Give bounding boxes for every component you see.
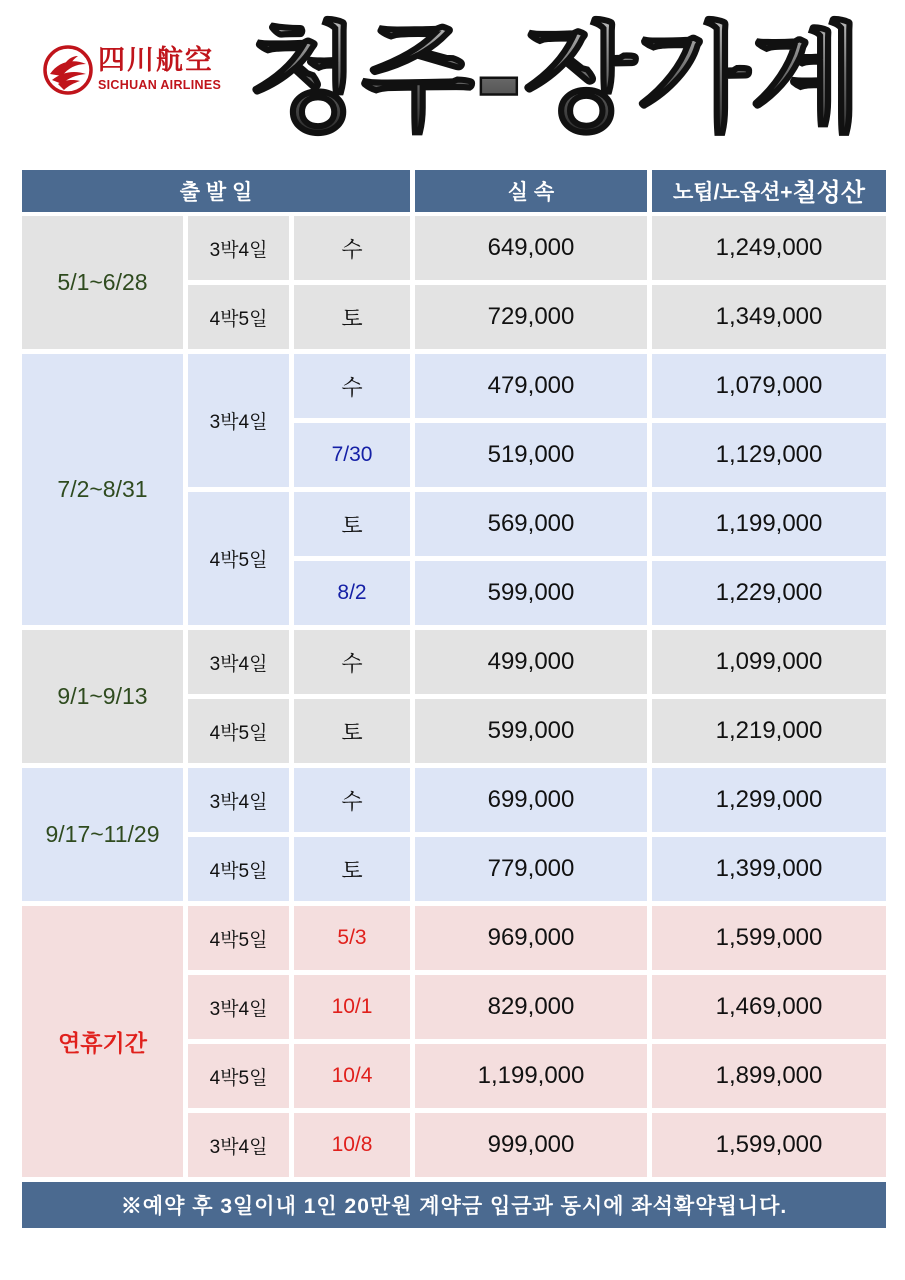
premium-cell [652,423,886,487]
header-departure [22,170,410,212]
premium-cell [652,1113,886,1177]
premium-cell [652,630,886,694]
price-cell [415,285,647,349]
duration-cell [188,906,289,970]
day-label: 토 [341,305,363,331]
price-table [22,170,886,1180]
duration-cell [188,1113,289,1177]
price-cell [415,216,647,280]
price-cell [415,423,647,487]
day-cell [294,354,410,418]
header-premium-prefix: 노팁/노옵션+ [673,181,793,204]
duration-cell [188,492,289,625]
premium-cell [652,216,886,280]
airline-name-english: SICHUAN AIRLINES [98,78,222,92]
period-label: 연휴기간 [58,1030,147,1056]
duration-cell [188,1044,289,1108]
duration-label: 4박5일 [209,1067,268,1089]
price-value: 569,000 [487,510,575,537]
duration-cell [188,837,289,901]
date-label: 8/2 [337,581,367,604]
day-cell [294,768,410,832]
airline-name-chinese: 四川航空 [98,45,214,76]
duration-cell [188,630,289,694]
day-label: 토 [341,857,363,883]
price-value: 599,000 [487,717,575,744]
price-value: 729,000 [487,303,575,330]
day-cell [294,975,410,1039]
header-premium [652,170,886,212]
price-cell [415,975,647,1039]
day-label: 토 [341,719,363,745]
duration-label: 3박4일 [209,412,268,433]
premium-cell [652,354,886,418]
price-cell [415,906,647,970]
day-cell [294,699,410,763]
premium-value: 1,249,000 [715,234,823,261]
duration-cell [188,354,289,487]
price-value: 519,000 [487,441,575,468]
premium-cell [652,285,886,349]
header-price-label: 실 속 [507,181,555,204]
premium-cell [652,561,886,625]
period-cell [22,630,183,763]
date-label: 10/4 [331,1064,373,1087]
route-title-text: 청주-장가계 [248,12,863,137]
price-value: 649,000 [487,234,575,261]
header-departure-label: 출 발 일 [179,181,253,204]
premium-cell [652,768,886,832]
premium-value: 1,099,000 [715,648,823,675]
premium-value: 1,229,000 [715,579,823,606]
premium-cell [652,699,886,763]
duration-label: 4박5일 [209,722,268,744]
premium-value: 1,899,000 [715,1062,823,1089]
price-cell [415,630,647,694]
premium-cell [652,837,886,901]
premium-value: 1,129,000 [715,441,823,468]
price-cell [415,1044,647,1108]
header-price [415,170,647,212]
day-label: 수 [341,236,363,262]
premium-value: 1,399,000 [715,855,823,882]
header-premium-highlight: 칠성산 [792,179,865,207]
price-cell [415,1113,647,1177]
price-value: 599,000 [487,579,575,606]
booking-notice [22,1182,886,1228]
date-label: 5/3 [337,926,367,949]
premium-value: 1,349,000 [715,303,823,330]
date-label: 7/30 [331,443,373,466]
price-cell [415,492,647,556]
price-value: 1,199,000 [477,1062,585,1089]
duration-cell [188,768,289,832]
price-value: 699,000 [487,786,575,813]
duration-label: 3박4일 [209,653,268,675]
price-value: 969,000 [487,924,575,951]
duration-cell [188,285,289,349]
premium-cell [652,975,886,1039]
date-label: 10/8 [331,1133,373,1156]
premium-value: 1,299,000 [715,786,823,813]
duration-label: 3박4일 [209,239,268,261]
period-label: 9/17~11/29 [45,821,160,847]
day-cell [294,1044,410,1108]
day-label: 토 [341,512,363,538]
premium-value: 1,599,000 [715,924,823,951]
duration-label: 4박5일 [209,860,268,882]
premium-cell [652,906,886,970]
period-cell [22,906,183,1177]
premium-value: 1,199,000 [715,510,823,537]
premium-value: 1,219,000 [715,717,823,744]
premium-cell [652,1044,886,1108]
booking-notice-text: ※예약 후 3일이내 1인 20만원 계약금 입금과 동시에 좌석확약됩니다. [120,1195,788,1218]
duration-cell [188,216,289,280]
price-value: 779,000 [487,855,575,882]
premium-value: 1,469,000 [715,993,823,1020]
day-cell [294,1113,410,1177]
day-label: 수 [341,374,363,400]
price-value: 829,000 [487,993,575,1020]
day-cell [294,492,410,556]
route-title [248,12,888,137]
duration-label: 3박4일 [209,791,268,813]
period-cell [22,216,183,349]
day-cell [294,837,410,901]
day-cell [294,423,410,487]
day-label: 수 [341,788,363,814]
day-cell [294,630,410,694]
price-value: 499,000 [487,648,575,675]
date-label: 10/1 [331,995,373,1018]
price-value: 999,000 [487,1131,575,1158]
period-label: 9/1~9/13 [57,683,148,709]
duration-label: 3박4일 [209,1136,268,1158]
premium-value: 1,599,000 [715,1131,823,1158]
premium-cell [652,492,886,556]
page-header [0,0,905,150]
price-cell [415,768,647,832]
sichuan-airlines-bird-logo-icon [42,44,94,96]
day-cell [294,285,410,349]
duration-cell [188,975,289,1039]
duration-cell [188,699,289,763]
duration-label: 3박4일 [209,998,268,1020]
period-cell [22,768,183,901]
period-label: 7/2~8/31 [57,476,148,502]
duration-label: 4박5일 [209,308,268,330]
day-cell [294,561,410,625]
day-label: 수 [341,650,363,676]
period-cell [22,354,183,625]
price-cell [415,699,647,763]
day-cell [294,906,410,970]
price-cell [415,354,647,418]
price-value: 479,000 [487,372,575,399]
airline-logo [42,44,232,96]
duration-label: 4박5일 [209,929,268,951]
period-label: 5/1~6/28 [57,269,148,295]
price-cell [415,561,647,625]
duration-label: 4박5일 [209,550,268,571]
premium-value: 1,079,000 [715,372,823,399]
price-cell [415,837,647,901]
day-cell [294,216,410,280]
